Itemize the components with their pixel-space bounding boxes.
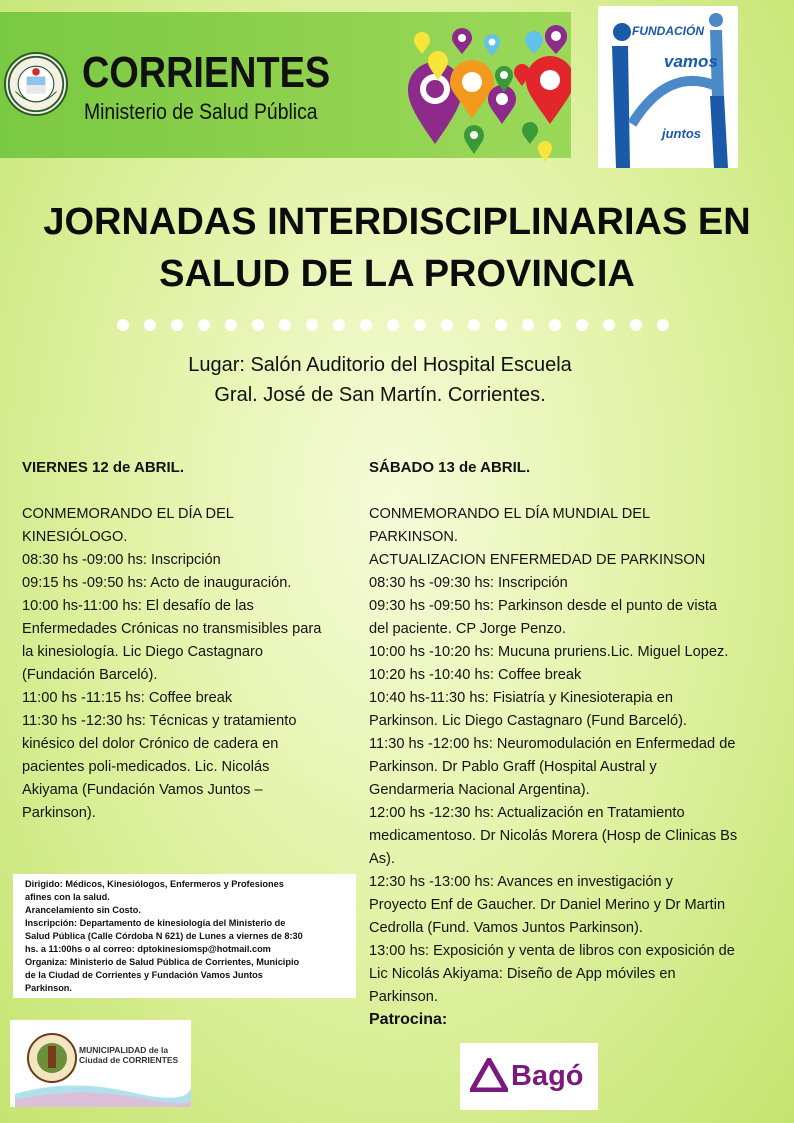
schedule-line: CONMEMORANDO EL DÍA DEL [22, 506, 234, 522]
schedule-line: Gendarmeria Nacional Argentina). [369, 782, 590, 798]
schedule-line: PARKINSON. [369, 529, 458, 545]
map-pins-icon [400, 14, 571, 164]
schedule-line: Proyecto Enf de Gaucher. Dr Daniel Merino y Dr Martin [369, 897, 726, 913]
schedule-line: As). [369, 851, 395, 867]
schedule-line: 11:30 hs -12:00 hs: Neuromodulación en Enfermedad de [369, 736, 736, 752]
schedule-line: CONMEMORANDO EL DÍA MUNDIAL DEL [369, 506, 651, 522]
schedule-line: 10:40 hs-11:30 hs: Fisiatría y Kinesioterapia en [369, 690, 673, 706]
schedule-line: 10:00 hs-11:00 hs: El desafío de las [22, 598, 254, 614]
event-title [20, 196, 774, 300]
info-line: de la Ciudad de Corrientes y Fundación Vamos Juntos [25, 970, 263, 980]
friday-heading: VIERNES 12 de ABRIL. [22, 459, 184, 476]
schedule-line: pacientes poli-medicados. Lic. Nicolás [22, 759, 270, 775]
schedule-line: 10:20 hs -10:40 hs: Coffee break [369, 667, 582, 683]
sponsor-label: Patrocina: [369, 1011, 448, 1028]
event-title-line2: SALUD DE LA PROVINCIA [159, 253, 635, 295]
info-line: Inscripción: Departamento de kinesiología del Ministerio de [25, 918, 286, 928]
schedule-line: ACTUALIZACION ENFERMEDAD DE PARKINSON [369, 552, 706, 568]
schedule-line: 08:30 hs -09:00 hs: Inscripción [22, 552, 221, 568]
ministry-subtitle: Ministerio de Salud Pública [84, 99, 318, 124]
schedule-line: Enfermedades Crónicas no transmisibles para [22, 621, 322, 637]
schedule-line: (Fundación Barceló). [22, 667, 158, 683]
info-line: afines con la salud. [25, 892, 110, 902]
schedule-line: la kinesiología. Lic Diego Castagnaro [22, 644, 263, 660]
venue-info [120, 350, 640, 410]
schedule-line: del paciente. CP Jorge Penzo. [369, 621, 566, 637]
schedule-line: Parkinson. [369, 989, 438, 1005]
schedule-line: kinésico del dolor Crónico de cadera en [22, 736, 279, 752]
schedule-line: 11:00 hs -11:15 hs: Coffee break [22, 690, 233, 706]
schedule-line: 11:30 hs -12:30 hs: Técnicas y tratamiento [22, 713, 297, 729]
dotted-divider [116, 318, 678, 332]
schedule-line: Lic Nicolás Akiyama: Diseño de App móviles en [369, 966, 676, 982]
info-line: Salud Pública (Calle Córdoba N 621) de Lunes a viernes de 8:30 [25, 931, 303, 941]
bago-brand-text: Bagó [511, 1060, 584, 1092]
friday-schedule [22, 456, 344, 825]
schedule-line: Parkinson. Dr Pablo Graff (Hospital Austral y [369, 759, 657, 775]
province-seal-icon [4, 52, 68, 116]
municipalidad-line1: MUNICIPALIDAD de la [79, 1045, 169, 1055]
saturday-heading: SÁBADO 13 de ABRIL. [369, 459, 531, 476]
info-box [13, 874, 356, 998]
schedule-line: medicamentoso. Dr Nicolás Morera (Hosp de Clinicas Bs [369, 828, 738, 844]
venue-line2: Gral. José de San Martín. Corrientes. [214, 384, 546, 406]
schedule-line: 09:30 hs -09:50 hs: Parkinson desde el punto de vista [369, 598, 718, 614]
info-line: Dirigido: Médicos, Kinesiólogos, Enfermeros y Profesiones [25, 879, 284, 889]
schedule-line: 09:15 hs -09:50 hs: Acto de inauguración. [22, 575, 292, 591]
fundacion-vamos-label: vamos [664, 52, 718, 71]
municipalidad-line2: Ciudad de CORRIENTES [79, 1055, 179, 1065]
event-title-line1: JORNADAS INTERDISCIPLINARIAS EN [43, 201, 751, 243]
schedule-line: Parkinson). [22, 805, 96, 821]
schedule-line: 10:00 hs -10:20 hs: Mucuna pruriens.Lic. Miguel Lopez. [369, 644, 729, 660]
saturday-schedule [369, 456, 779, 1009]
schedule-line: 13:00 hs: Exposición y venta de libros con exposición de [369, 943, 735, 959]
schedule-line: Akiyama (Fundación Vamos Juntos – [22, 782, 263, 798]
fundacion-juntos-label: juntos [662, 126, 701, 141]
schedule-line: Parkinson. Lic Diego Castagnaro (Fund Barceló). [369, 713, 687, 729]
info-line: hs. a 11:00hs o al correo: dptokinesiomsp@hotmail.com [25, 944, 271, 954]
schedule-line: 08:30 hs -09:30 hs: Inscripción [369, 575, 568, 591]
schedule-line: 12:00 hs -12:30 hs: Actualización en Tratamiento [369, 805, 685, 821]
info-line: Parkinson. [25, 983, 72, 993]
venue-line1: Lugar: Salón Auditorio del Hospital Escuela [188, 354, 572, 376]
schedule-line: Cedrolla (Fund. Vamos Juntos Parkinson). [369, 920, 643, 936]
bago-triangle-icon [470, 1058, 508, 1092]
municipalidad-text [79, 1045, 178, 1065]
schedule-line: KINESIÓLOGO. [22, 529, 128, 545]
schedule-line: 12:30 hs -13:00 hs: Avances en investigación y [369, 874, 673, 890]
corrientes-title: CORRIENTES [82, 48, 331, 97]
info-line: Arancelamiento sin Costo. [25, 905, 141, 915]
fundacion-label: FUNDACIÓN [632, 24, 704, 38]
info-line: Organiza: Ministerio de Salud Pública de Corrientes, Municipio [25, 957, 300, 967]
